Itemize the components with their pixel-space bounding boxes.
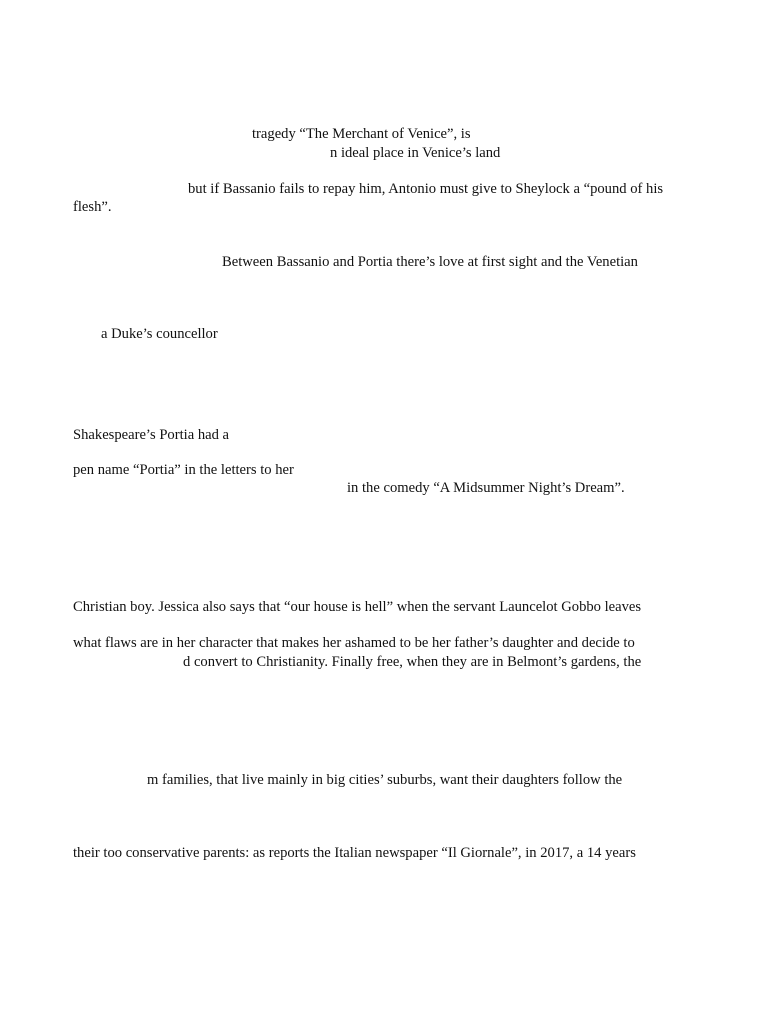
text-line: Between Bassanio and Portia there’s love at first sight and the Venetian (222, 254, 638, 270)
text-line: m families, that live mainly in big cities’ suburbs, want their daughters follow the (147, 772, 623, 788)
text-line: in the comedy “A Midsummer Night’s Dream”. (347, 480, 625, 496)
text-line: but if Bassanio fails to repay him, Antonio must give to Sheylock a “pound of his (188, 181, 664, 197)
text-line: Christian boy. Jessica also says that “our house is hell” when the servant Launcelot Gobbo leaves (73, 599, 642, 615)
text-line: n ideal place in Venice’s land (330, 145, 501, 161)
text-line: tragedy “The Merchant of Venice”, is (252, 126, 471, 142)
text-line: what flaws are in her character that makes her ashamed to be her father’s daughter and decide to (73, 635, 635, 651)
text-line: pen name “Portia” in the letters to her (73, 462, 294, 478)
text-line: d convert to Christianity. Finally free, when they are in Belmont’s gardens, the (183, 654, 642, 670)
text-line: their too conservative parents: as reports the Italian newspaper “Il Giornale”, in 2017, a 14 years (73, 845, 636, 861)
text-line: Shakespeare’s Portia had a (73, 427, 230, 443)
text-line: flesh”. (73, 199, 112, 215)
text-line: a Duke’s councellor (101, 326, 218, 342)
